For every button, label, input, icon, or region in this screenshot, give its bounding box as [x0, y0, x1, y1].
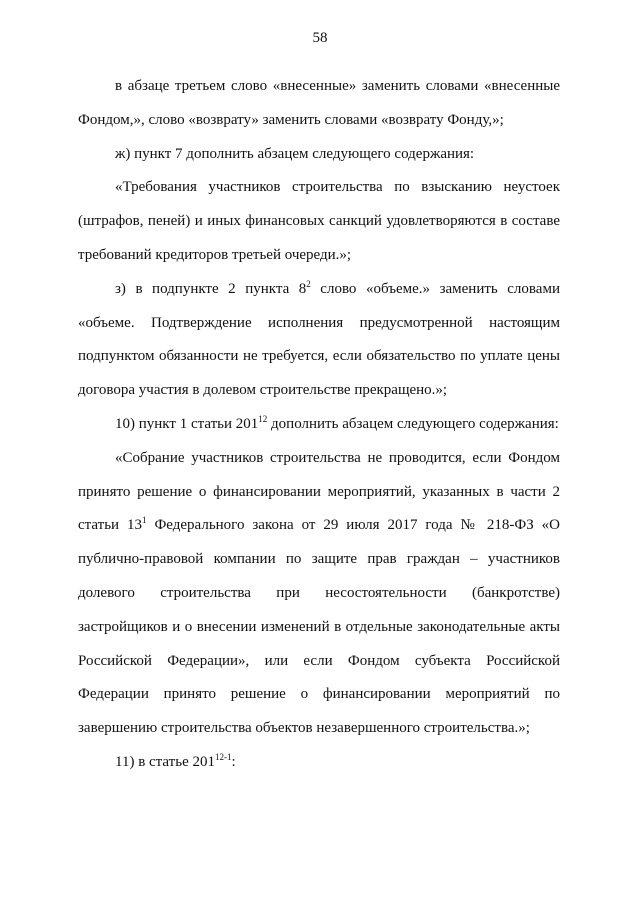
- paragraph-text: з) в подпункте 2 пункта 8: [115, 280, 307, 297]
- paragraph-p7: [78, 746, 560, 780]
- superscript: 1: [142, 515, 147, 526]
- paragraph-text: 11) в статье 201: [115, 753, 215, 770]
- paragraph-p3: [78, 171, 560, 272]
- document-body: [78, 70, 560, 780]
- superscript: 12-1: [215, 751, 232, 762]
- paragraph-text: Федерального закона от 29 июля 2017 года № 218-ФЗ «О публично-правовой компании по защите прав граждан – участников долевого строительства при несостоятельности (банкротстве) застройщиков и о внесении изменений в отдельные законодательные акты Российской Федерации», или если Фондом субъекта Российской Федерации принято решение о финансировании мероприятий по завершению строительства объектов незавершенного строительства.»;: [78, 517, 560, 737]
- paragraph-text: «Требования участников строительства по взысканию неустоек (штрафов, пеней) и иных финансовых санкций удовлетворяются в составе требований кредиторов третьей очереди.»;: [78, 179, 560, 263]
- paragraph-text: в абзаце третьем слово «внесенные» заменить словами «внесенные Фондом,», слово «возврату» заменить словами «возврату Фонду,»;: [78, 78, 560, 128]
- paragraph-p2: [78, 138, 560, 172]
- paragraph-text: «Собрание участников строительства не проводится, если Фондом принято решение о финансировании мероприятий, указанных в части 2 статьи 13: [78, 449, 560, 534]
- paragraph-text: :: [231, 753, 236, 770]
- paragraph-p6: [78, 442, 560, 746]
- paragraph-p4: [78, 273, 560, 408]
- paragraph-text: 10) пункт 1 статьи 201: [115, 415, 259, 432]
- superscript: 12: [258, 413, 268, 424]
- page-number: 58: [312, 30, 328, 46]
- paragraph-text: ж) пункт 7 дополнить абзацем следующего содержания:: [115, 145, 475, 162]
- paragraph-p1: [78, 70, 560, 138]
- paragraph-text: дополнить абзацем следующего содержания:: [267, 415, 559, 432]
- superscript: 2: [306, 278, 311, 289]
- paragraph-p5: [78, 408, 560, 442]
- paragraph-text: слово «объеме.» заменить словами «объеме. Подтверждение исполнения предусмотренной настоящим подпунктом обязанности не требуется, если обязательство по уплате цены договора участия в долевом строительстве прекращено.»;: [78, 280, 560, 399]
